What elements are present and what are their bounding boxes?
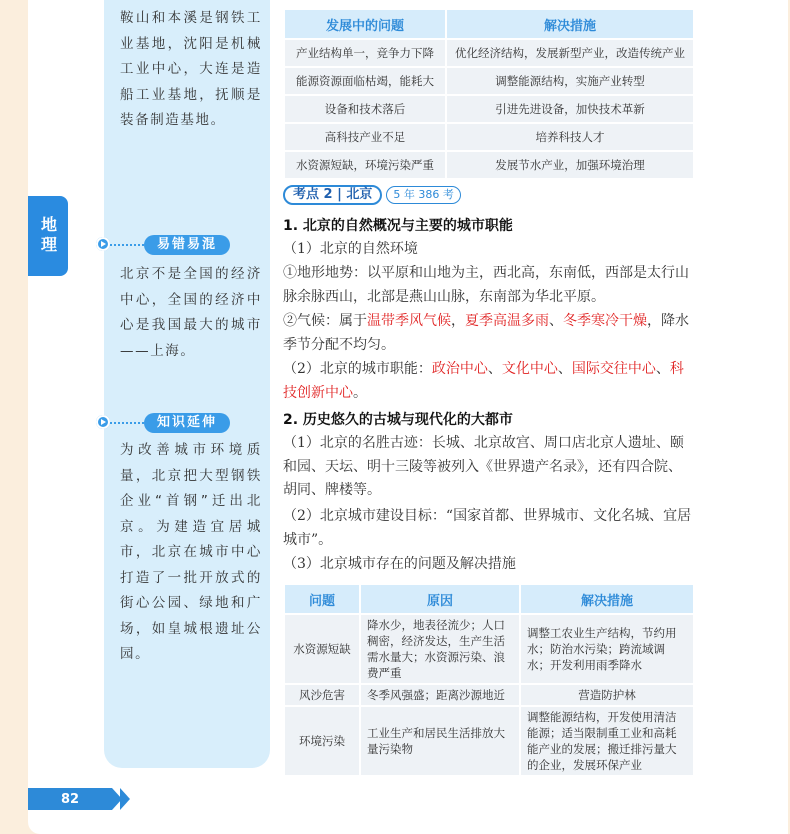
table-cell: 水资源短缺，环境污染严重 [285, 152, 445, 178]
kaodian-heading [283, 185, 461, 205]
dotted-divider [110, 244, 144, 246]
highlight: 冬季寒冷干燥 [563, 313, 647, 329]
table-cell: 培养科技人才 [447, 124, 693, 150]
text-run: 、 [557, 361, 572, 377]
table-row [285, 615, 693, 683]
table-cell: 能源资源面临枯竭，能耗大 [285, 68, 445, 94]
sidebar-yicuo-text: 北京不是全国的经济中心，全国的经济中心是我国最大的城市——上海。 [120, 266, 262, 359]
dotted-divider [110, 422, 144, 424]
table-cell: 工业生产和居民生活排放大量污染物 [361, 707, 519, 775]
highlight: 科技创新中心 [283, 361, 684, 401]
text-run: ，降水季节分配不均匀。 [283, 313, 689, 353]
beijing-problems-table [283, 583, 695, 777]
section-heading-1: 1. 北京的自然概况与主要的城市职能 [283, 218, 513, 234]
table-header-row [285, 585, 693, 613]
sidebar-zhishi-text: 为改善城市环境质量，北京把大型钢铁企业“首钢”迁出北京。为建造宜居城市，北京在城市中心打造了一批开放式的街心公园、绿地和广场，如皇城根遗址公园。 [120, 442, 262, 662]
highlight: 国际交往中心 [571, 361, 656, 377]
section-label-yicuo: 易错易混 [144, 235, 230, 255]
table-cell: 高科技产业不足 [285, 124, 445, 150]
table-row [285, 152, 693, 178]
section-label-zhishi: 知识延伸 [144, 413, 230, 433]
problems-table [283, 8, 695, 180]
section-heading-2: 2. 历史悠久的古城与现代化的大都市 [283, 412, 513, 428]
table-cell: 调整能源结构，开发使用清洁能源；适当限制重工业和高耗能产业的发展；搬迁排污量大的企业，发展环保产业 [521, 707, 693, 775]
table-cell: 发展节水产业，加强环境治理 [447, 152, 693, 178]
play-icon [96, 415, 110, 429]
sidebar-top-note: 鞍山和本溪是钢铁工业基地，沈阳是机械工业中心，大连是造船工业基地，抚顺是装备制造基地。 [120, 10, 262, 128]
table-cell: 环境污染 [285, 707, 359, 775]
table-row [285, 68, 693, 94]
table-cell: 冬季风强盛；距离沙源地近 [361, 685, 519, 705]
table-header: 解决措施 [521, 585, 693, 613]
table-cell: 设备和技术落后 [285, 96, 445, 122]
highlight: 政治中心 [431, 361, 488, 377]
table-cell: 引进先进设备，加快技术革新 [447, 96, 693, 122]
kaodian-badge: 5 年 386 考 [386, 186, 460, 204]
subject-tab: 地理 [28, 196, 68, 276]
table-header-row [285, 10, 693, 38]
highlight: 温带季风气候 [367, 313, 451, 329]
paragraph: （3）北京城市存在的问题及解决措施 [283, 556, 516, 572]
text-run: ②气候：属于 [283, 313, 367, 329]
table-row [285, 96, 693, 122]
table-row [285, 40, 693, 66]
table-header: 解决措施 [447, 10, 693, 38]
climate-paragraph [283, 310, 695, 357]
table-cell: 降水少，地表径流少；人口稠密，经济发达，生产生活需水量大；水资源污染、浪费严重 [361, 615, 519, 683]
functions-paragraph [283, 358, 695, 405]
text-run: 、 [487, 361, 502, 377]
table-cell: 调整能源结构，实施产业转型 [447, 68, 693, 94]
text-run: （2）北京的城市职能： [283, 361, 432, 377]
paragraph: （2）北京城市建设目标：“国家首都、世界城市、文化名城、宜居城市”。 [283, 508, 692, 548]
table-cell: 营造防护林 [521, 685, 693, 705]
table-row [285, 685, 693, 705]
text-run: ， [451, 313, 465, 329]
text-run: 、 [549, 313, 563, 329]
table-header: 发展中的问题 [285, 10, 445, 38]
paragraph: （1）北京的自然环境 [283, 241, 418, 257]
table-cell: 优化经济结构，发展新型产业，改造传统产业 [447, 40, 693, 66]
table-cell: 调整工农业生产结构，节约用水；防治水污染；跨流域调水；开发利用雨季降水 [521, 615, 693, 683]
page-number: 82 [28, 788, 112, 810]
kaodian-title: 考点 2 | 北京 [283, 185, 382, 205]
highlight: 夏季高温多雨 [465, 313, 549, 329]
table-header: 原因 [361, 585, 519, 613]
table-header: 问题 [285, 585, 359, 613]
table-row [285, 707, 693, 775]
paragraph: （1）北京的名胜古迹：长城、北京故宫、周口店北京人遗址、颐和园、天坛、明十三陵等被列入《世界遗产名录》，还有四合院、胡同、牌楼等。 [283, 435, 684, 498]
table-row [285, 124, 693, 150]
text-run: 、 [655, 361, 670, 377]
highlight: 文化中心 [501, 361, 558, 377]
table-cell: 水资源短缺 [285, 615, 359, 683]
chevron-right-icon [120, 788, 130, 810]
paragraph: ①地形地势：以平原和山地为主，西北高，东南低，西部是太行山脉余脉西山，北部是燕山山脉，东南部为华北平原。 [283, 265, 689, 305]
table-cell: 产业结构单一，竞争力下降 [285, 40, 445, 66]
text-run: 。 [353, 384, 367, 401]
play-icon [96, 237, 110, 251]
table-cell: 风沙危害 [285, 685, 359, 705]
